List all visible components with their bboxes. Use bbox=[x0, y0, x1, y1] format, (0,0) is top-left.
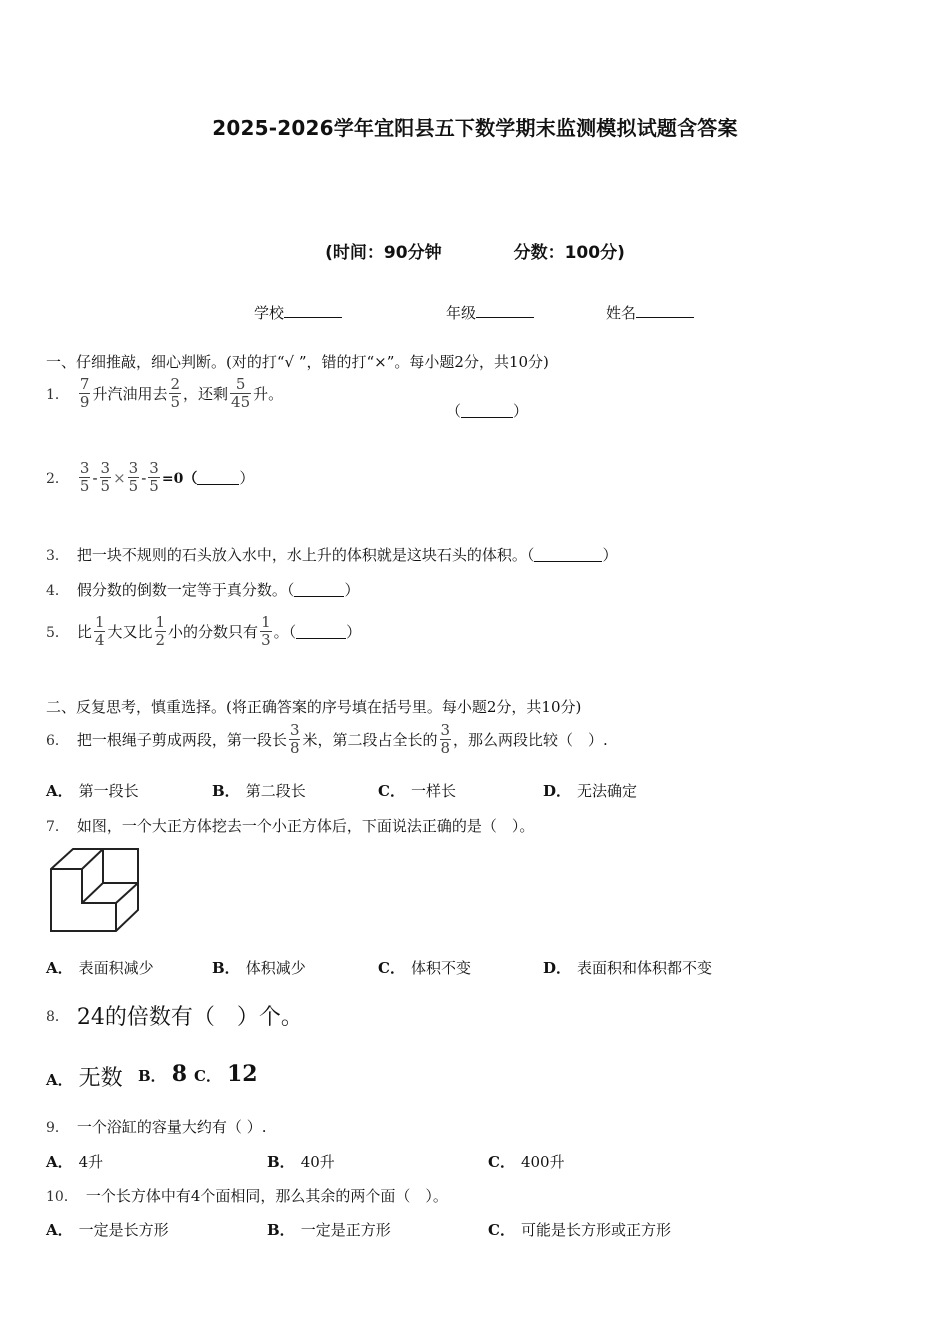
answer-blank-5[interactable] bbox=[296, 624, 346, 639]
option-a[interactable]: A． 无数 bbox=[46, 1066, 123, 1091]
school-blank[interactable] bbox=[284, 303, 342, 318]
cutout-top bbox=[82, 849, 103, 869]
cube-figure bbox=[48, 846, 142, 934]
question-text: 假分数的倒数一定等于真分数。（ bbox=[76, 581, 295, 599]
option-c[interactable]: C． 400升 bbox=[488, 1153, 565, 1171]
cutout-back bbox=[82, 849, 138, 903]
question-number: 2． bbox=[46, 470, 69, 487]
question-text: 24的倍数有（ ）个。 bbox=[76, 1005, 303, 1030]
question-text: 米，第二段占全长的 bbox=[302, 731, 438, 749]
fraction: $\frac{1}{3}$ bbox=[261, 613, 271, 649]
fraction: $\frac{3}{5}$ bbox=[149, 459, 159, 495]
question-number: 1． bbox=[46, 386, 69, 403]
question-3: 3． 把一块不规则的石头放入水中，水上升的体积就是这块石头的体积。（ ） bbox=[46, 546, 618, 564]
question-text: ，那么两段比较（ ）. bbox=[453, 731, 608, 749]
question-6 bbox=[46, 722, 608, 757]
question-9 bbox=[46, 1116, 266, 1137]
fraction: $\frac{5}{45}$ bbox=[231, 375, 251, 411]
answer-blank-4[interactable] bbox=[294, 582, 344, 597]
option-b[interactable]: B． 体积减少 bbox=[212, 959, 306, 977]
question-4: 4． 假分数的倒数一定等于真分数。（ ） bbox=[46, 581, 360, 599]
time-info: (时间：90分钟 bbox=[325, 243, 442, 263]
option-a[interactable]: A． 第一段长 bbox=[46, 782, 139, 800]
question-text: 比 bbox=[76, 623, 92, 641]
operator: × bbox=[113, 468, 126, 487]
fraction: $\frac{3}{8}$ bbox=[289, 721, 300, 757]
question-number: 5． bbox=[46, 624, 69, 641]
school-field[interactable] bbox=[254, 302, 342, 323]
question-number: 3． bbox=[46, 547, 69, 564]
question-text: ，还剩 bbox=[183, 385, 229, 403]
question-text: 。（ bbox=[273, 623, 297, 641]
exam-info bbox=[0, 238, 950, 263]
question-number: 4． bbox=[46, 582, 69, 599]
option-a[interactable]: A． 表面积减少 bbox=[46, 959, 154, 977]
question-text: 一个长方体中有4个面相同，那么其余的两个面（ ）。 bbox=[85, 1187, 448, 1205]
option-a[interactable]: A． 一定是长方形 bbox=[46, 1221, 169, 1239]
school-label: 学校 bbox=[254, 304, 285, 322]
score-info: 分数：100分) bbox=[513, 243, 625, 263]
fraction: $\frac{3}{5}$ bbox=[79, 459, 90, 495]
question-7 bbox=[46, 815, 534, 836]
question-text: 升汽油用去 bbox=[92, 385, 168, 403]
question-number: 6． bbox=[46, 732, 69, 749]
cutout-side bbox=[116, 883, 138, 903]
grade-label: 年级 bbox=[446, 304, 477, 322]
fraction: $\frac{3}{5}$ bbox=[100, 459, 111, 495]
page-title: 2025-2026学年宜阳县五下数学期末监测模拟试题含答案 bbox=[212, 116, 738, 140]
question-10 bbox=[46, 1185, 448, 1206]
section2-heading: 二、反复思考，慎重选择。(将正确答案的序号填在括号里。每小题2分，共10分) bbox=[46, 698, 582, 716]
fraction: $\frac{1}{2}$ bbox=[155, 613, 166, 649]
fraction: $\frac{3}{8}$ bbox=[440, 721, 451, 757]
grade-blank[interactable] bbox=[476, 303, 534, 318]
option-c[interactable]: C． 可能是长方形或正方形 bbox=[488, 1221, 671, 1239]
answer-blank-2[interactable] bbox=[197, 470, 239, 485]
question-text: 如图，一个大正方体挖去一个小正方体后，下面说法正确的是（ ）。 bbox=[76, 817, 535, 835]
question-8 bbox=[46, 1000, 303, 1031]
option-d[interactable]: D． 表面积和体积都不变 bbox=[543, 959, 713, 977]
option-b[interactable]: B． 40升 bbox=[267, 1153, 335, 1171]
question-text: 一个浴缸的容量大约有（ ）. bbox=[76, 1118, 267, 1136]
question-5: 5． 比 $\frac{1}{4}$ 大又比 $\frac{1}{2}$ 小的分数只有 $\frac{1}{3}$ 。（ ） bbox=[46, 613, 362, 649]
operator: - bbox=[92, 468, 98, 487]
name-blank[interactable] bbox=[636, 303, 694, 318]
question-1 bbox=[46, 376, 283, 411]
question-text: 把一块不规则的石头放入水中，水上升的体积就是这块石头的体积。（ bbox=[76, 546, 535, 564]
question-number: 8． bbox=[46, 1008, 69, 1025]
question-2: 2． $\frac{3}{5}$ - $\frac{3}{5}$ × $\frac{3}{5}$ - $\frac{3}{5}$ =0（ ） bbox=[46, 459, 255, 495]
question-number: 10． bbox=[46, 1188, 78, 1205]
answer-blank-3[interactable] bbox=[534, 547, 602, 562]
grade-field[interactable] bbox=[446, 302, 534, 323]
option-b[interactable]: B． 第二段长 bbox=[212, 782, 306, 800]
option-c[interactable]: C． 一样长 bbox=[378, 782, 456, 800]
question-text: 大又比 bbox=[107, 623, 153, 641]
fraction: $\frac{1}{4}$ bbox=[94, 613, 105, 649]
option-c[interactable]: C． 体积不变 bbox=[378, 959, 471, 977]
option-b[interactable]: B． 一定是正方形 bbox=[267, 1221, 391, 1239]
option-b[interactable]: B． 8 bbox=[138, 1061, 187, 1087]
fraction: $\frac{7}{9}$ bbox=[79, 375, 90, 411]
option-d[interactable]: D． 无法确定 bbox=[543, 782, 638, 800]
fraction: $\frac{3}{5}$ bbox=[128, 459, 139, 495]
option-a[interactable]: A． 4升 bbox=[46, 1153, 104, 1171]
question-number: 7． bbox=[46, 818, 69, 835]
name-label: 姓名 bbox=[606, 304, 637, 322]
question-text: 升。 bbox=[253, 385, 284, 403]
question-number: 9． bbox=[46, 1119, 69, 1136]
question-text: 小的分数只有 bbox=[168, 623, 259, 641]
answer-blank-1[interactable]: （ ） bbox=[446, 402, 529, 420]
fraction: $\frac{2}{5}$ bbox=[170, 375, 181, 411]
question-text: 把一根绳子剪成两段，第一段长 bbox=[76, 731, 287, 749]
operator: - bbox=[141, 468, 147, 487]
section1-heading: 一、仔细推敲，细心判断。(对的打“√ ”，错的打“×”。每小题2分，共10分) bbox=[46, 353, 549, 371]
name-field[interactable] bbox=[606, 302, 694, 323]
option-c[interactable]: C． 12 bbox=[194, 1061, 258, 1087]
question-text: =0（ bbox=[161, 470, 198, 487]
